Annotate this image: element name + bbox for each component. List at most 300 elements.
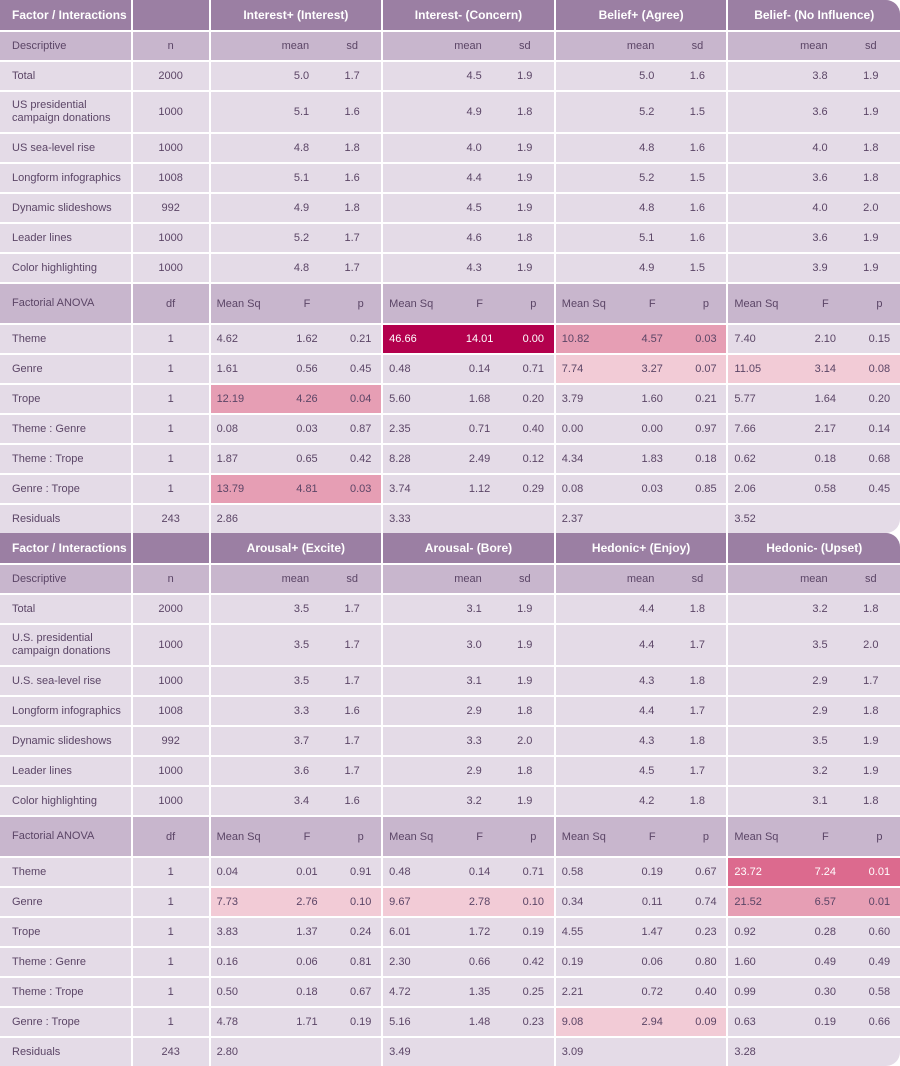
p-value: 0.00 bbox=[522, 333, 545, 345]
df-value: 1 bbox=[133, 978, 209, 1006]
mean-value: 3.5 bbox=[812, 639, 828, 651]
mean-value: 4.9 bbox=[293, 202, 310, 214]
anova-values bbox=[556, 1038, 727, 1066]
f-value: 1.48 bbox=[468, 1016, 491, 1028]
mean-sq-value: 9.08 bbox=[561, 1016, 584, 1028]
p-value: 0.15 bbox=[868, 333, 891, 345]
mean-header: mean bbox=[626, 40, 655, 52]
mean-value: 2.9 bbox=[812, 705, 828, 717]
descriptive-row bbox=[0, 224, 900, 252]
mean-sq-value: 2.86 bbox=[216, 513, 238, 525]
anova-values bbox=[383, 1038, 554, 1066]
descriptive-values bbox=[211, 595, 382, 623]
sd-value: 1.8 bbox=[344, 142, 360, 154]
anova-values bbox=[728, 978, 900, 1006]
descriptive-subheader bbox=[383, 32, 554, 60]
f-value: 1.60 bbox=[641, 393, 663, 405]
mean-sq-value: 2.37 bbox=[561, 513, 584, 525]
mean-sq-header: Mean Sq bbox=[389, 830, 434, 843]
df-value: 1 bbox=[133, 888, 209, 916]
f-value: 1.12 bbox=[468, 483, 491, 495]
mean-sq-value: 0.08 bbox=[561, 483, 584, 495]
group-header: Belief- (No Influence) bbox=[728, 0, 900, 30]
f-value: 0.58 bbox=[814, 483, 837, 495]
anova-values bbox=[211, 415, 382, 443]
descriptive-values bbox=[211, 62, 382, 90]
sd-value: 1.7 bbox=[344, 675, 360, 687]
f-value: 0.56 bbox=[296, 363, 318, 375]
f-header: F bbox=[303, 297, 311, 310]
mean-sq-value: 0.92 bbox=[734, 926, 756, 938]
anova-label: Factorial ANOVA bbox=[0, 817, 131, 856]
mean-value: 4.9 bbox=[639, 262, 655, 274]
mean-value: 2.9 bbox=[466, 705, 482, 717]
f-value: 1.62 bbox=[296, 333, 318, 345]
anova-values bbox=[383, 978, 554, 1006]
mean-sq-value: 10.82 bbox=[561, 333, 590, 345]
anova-row bbox=[0, 355, 900, 383]
group-header: Hedonic- (Upset) bbox=[728, 533, 900, 563]
anova-values bbox=[728, 505, 900, 533]
anova-values bbox=[383, 1008, 554, 1036]
descriptive-row bbox=[0, 92, 900, 132]
sd-header: sd bbox=[865, 40, 877, 52]
p-value: 0.68 bbox=[868, 453, 891, 465]
descriptive-values bbox=[383, 224, 554, 252]
anova-subheader bbox=[211, 817, 382, 856]
mean-sq-value: 23.72 bbox=[734, 866, 762, 878]
mean-sq-value: 4.62 bbox=[216, 333, 238, 345]
n-value: 1000 bbox=[133, 757, 209, 785]
anova-values bbox=[728, 918, 900, 946]
mean-sq-value: 9.67 bbox=[389, 896, 411, 908]
f-value: 2.76 bbox=[296, 896, 318, 908]
p-value: 0.85 bbox=[695, 483, 717, 495]
p-value bbox=[334, 505, 387, 533]
mean-value: 3.6 bbox=[812, 172, 828, 184]
sd-value: 1.9 bbox=[863, 735, 879, 747]
p-value: 0.18 bbox=[695, 453, 717, 465]
mean-value: 3.1 bbox=[466, 675, 482, 687]
descriptive-values bbox=[383, 164, 554, 192]
mean-sq-header: Mean Sq bbox=[216, 297, 261, 310]
descriptive-values bbox=[728, 254, 900, 282]
sd-value: 1.7 bbox=[689, 639, 706, 651]
descriptive-values bbox=[728, 134, 900, 162]
sd-value: 1.6 bbox=[689, 142, 706, 154]
mean-value: 4.8 bbox=[293, 262, 310, 274]
mean-sq-value: 3.09 bbox=[561, 1046, 584, 1058]
anova-values bbox=[728, 325, 900, 353]
p-value: 0.07 bbox=[695, 363, 717, 375]
descriptive-row bbox=[0, 727, 900, 755]
mean-sq-value: 12.19 bbox=[216, 393, 245, 405]
f-header: F bbox=[821, 830, 829, 843]
factor-label: Trope bbox=[0, 918, 131, 946]
anova-row bbox=[0, 415, 900, 443]
descriptive-values bbox=[556, 787, 727, 815]
mean-header: mean bbox=[800, 573, 828, 585]
p-value: 0.04 bbox=[350, 393, 372, 405]
descriptive-values bbox=[556, 625, 727, 665]
descriptive-values bbox=[728, 625, 900, 665]
factor-label: Theme bbox=[0, 858, 131, 886]
n-value: 2000 bbox=[133, 62, 209, 90]
factor-label: Residuals bbox=[0, 1038, 131, 1066]
anova-values bbox=[728, 355, 900, 383]
mean-sq-header: Mean Sq bbox=[216, 830, 261, 843]
mean-value: 3.3 bbox=[293, 705, 310, 717]
p-value: 0.24 bbox=[350, 926, 372, 938]
sd-value: 1.8 bbox=[863, 795, 879, 807]
factor-label: Theme : Trope bbox=[0, 445, 131, 473]
sd-value: 1.9 bbox=[517, 172, 533, 184]
mean-value: 3.2 bbox=[812, 765, 828, 777]
f-header: F bbox=[303, 830, 311, 843]
p-value: 0.23 bbox=[695, 926, 717, 938]
mean-header: mean bbox=[454, 40, 482, 52]
mean-sq-value: 0.16 bbox=[216, 956, 238, 968]
row-label: Color highlighting bbox=[0, 254, 131, 282]
sd-value: 1.9 bbox=[863, 232, 879, 244]
df-value: 1 bbox=[133, 325, 209, 353]
mean-sq-value: 1.60 bbox=[734, 956, 756, 968]
sd-value: 1.8 bbox=[517, 765, 533, 777]
anova-values bbox=[556, 355, 727, 383]
descriptive-subheader bbox=[211, 565, 382, 593]
descriptive-row bbox=[0, 697, 900, 725]
sd-value: 1.5 bbox=[689, 172, 706, 184]
mean-sq-header: Mean Sq bbox=[561, 830, 606, 843]
descriptive-values bbox=[383, 254, 554, 282]
mean-sq-value: 2.80 bbox=[216, 1046, 238, 1058]
anova-values bbox=[556, 325, 727, 353]
group-header-row bbox=[0, 533, 900, 563]
mean-value: 5.1 bbox=[293, 106, 310, 118]
sd-header: sd bbox=[346, 40, 358, 52]
sd-value: 1.8 bbox=[517, 106, 533, 118]
descriptive-values bbox=[556, 62, 727, 90]
p-value: 0.14 bbox=[868, 423, 891, 435]
anova-values bbox=[728, 948, 900, 976]
df-value: 1 bbox=[133, 355, 209, 383]
descriptive-values bbox=[211, 625, 382, 665]
sd-value: 1.8 bbox=[517, 232, 533, 244]
descriptive-row bbox=[0, 787, 900, 815]
corner-label: Factor / Interactions bbox=[0, 0, 131, 30]
corner-spacer bbox=[133, 0, 209, 30]
mean-value: 3.6 bbox=[293, 765, 310, 777]
sd-value: 1.9 bbox=[517, 70, 533, 82]
mean-value: 4.4 bbox=[639, 603, 655, 615]
descriptive-values bbox=[383, 62, 554, 90]
p-value: 0.21 bbox=[695, 393, 717, 405]
descriptive-values bbox=[556, 254, 727, 282]
anova-values bbox=[383, 355, 554, 383]
mean-sq-value: 3.83 bbox=[216, 926, 238, 938]
descriptive-subheader bbox=[728, 32, 900, 60]
df-value: 1 bbox=[133, 858, 209, 886]
mean-sq-value: 0.08 bbox=[216, 423, 238, 435]
row-label: US sea-level rise bbox=[0, 134, 131, 162]
mean-value: 3.3 bbox=[466, 735, 482, 747]
mean-value: 4.5 bbox=[466, 202, 482, 214]
group-header: Arousal+ (Excite) bbox=[211, 533, 382, 563]
factor-label: Trope bbox=[0, 385, 131, 413]
descriptive-values bbox=[556, 595, 727, 623]
anova-values bbox=[383, 948, 554, 976]
mean-value: 2.9 bbox=[466, 765, 482, 777]
factor-label: Genre : Trope bbox=[0, 475, 131, 503]
f-value: 0.71 bbox=[468, 423, 491, 435]
mean-sq-value: 13.79 bbox=[216, 483, 245, 495]
mean-value: 4.8 bbox=[293, 142, 310, 154]
mean-value: 4.0 bbox=[812, 142, 828, 154]
mean-sq-value: 3.28 bbox=[734, 1046, 756, 1058]
corner-label: Factor / Interactions bbox=[0, 533, 131, 563]
descriptive-values bbox=[383, 625, 554, 665]
anova-values bbox=[211, 475, 382, 503]
mean-header: mean bbox=[281, 573, 310, 585]
p-value: 0.29 bbox=[522, 483, 545, 495]
p-value: 0.67 bbox=[695, 866, 717, 878]
sd-value: 1.7 bbox=[344, 262, 360, 274]
anova-values bbox=[211, 948, 382, 976]
f-value bbox=[280, 1038, 335, 1066]
mean-sq-value: 0.50 bbox=[216, 986, 238, 998]
mean-sq-value: 4.78 bbox=[216, 1016, 238, 1028]
descriptive-subheader bbox=[556, 565, 727, 593]
f-value: 1.64 bbox=[814, 393, 837, 405]
descriptive-values bbox=[211, 254, 382, 282]
sd-value: 2.0 bbox=[517, 735, 533, 747]
anova-subheader bbox=[556, 817, 727, 856]
factor-label: Genre bbox=[0, 355, 131, 383]
anova-row bbox=[0, 888, 900, 916]
sd-value: 1.7 bbox=[344, 639, 360, 651]
mean-sq-value: 0.04 bbox=[216, 866, 238, 878]
mean-value: 5.2 bbox=[639, 172, 655, 184]
sd-value: 1.7 bbox=[344, 70, 360, 82]
p-value: 0.71 bbox=[522, 363, 545, 375]
mean-sq-value: 0.62 bbox=[734, 453, 756, 465]
mean-sq-value: 7.66 bbox=[734, 423, 756, 435]
mean-sq-value: 1.87 bbox=[216, 453, 238, 465]
descriptive-values bbox=[556, 697, 727, 725]
p-value: 0.91 bbox=[350, 866, 372, 878]
row-label: Dynamic slideshows bbox=[0, 194, 131, 222]
anova-subheader bbox=[728, 817, 900, 856]
sd-value: 1.8 bbox=[863, 705, 879, 717]
sd-value: 1.8 bbox=[863, 172, 879, 184]
anova-values bbox=[728, 1008, 900, 1036]
f-value bbox=[452, 505, 507, 533]
anova-subheader bbox=[556, 284, 727, 323]
anova-values bbox=[211, 385, 382, 413]
mean-sq-header: Mean Sq bbox=[734, 297, 779, 310]
sd-value: 2.0 bbox=[863, 202, 879, 214]
f-value: 7.24 bbox=[814, 866, 837, 878]
anova-subheader bbox=[211, 284, 382, 323]
factor-label: Theme : Trope bbox=[0, 978, 131, 1006]
descriptive-row bbox=[0, 254, 900, 282]
sd-value: 1.9 bbox=[863, 70, 879, 82]
sd-value: 1.5 bbox=[689, 106, 706, 118]
p-header: p bbox=[876, 830, 883, 843]
f-value: 4.81 bbox=[296, 483, 318, 495]
f-value: 0.30 bbox=[814, 986, 837, 998]
descriptive-row bbox=[0, 134, 900, 162]
anova-values bbox=[556, 888, 727, 916]
descriptive-row bbox=[0, 757, 900, 785]
mean-sq-value: 1.61 bbox=[216, 363, 238, 375]
p-value: 0.20 bbox=[868, 393, 891, 405]
n-value: 1000 bbox=[133, 787, 209, 815]
descriptive-subheader bbox=[383, 565, 554, 593]
f-header: F bbox=[476, 297, 483, 310]
mean-sq-value: 6.01 bbox=[389, 926, 411, 938]
f-value: 2.94 bbox=[641, 1016, 663, 1028]
descriptive-values bbox=[728, 595, 900, 623]
f-value: 0.03 bbox=[641, 483, 663, 495]
p-value: 0.03 bbox=[350, 483, 372, 495]
mean-value: 4.5 bbox=[466, 70, 482, 82]
group-header: Interest+ (Interest) bbox=[211, 0, 382, 30]
mean-value: 3.5 bbox=[293, 675, 310, 687]
descriptive-values bbox=[728, 62, 900, 90]
f-value: 0.14 bbox=[468, 363, 491, 375]
sd-value: 1.6 bbox=[689, 70, 706, 82]
descriptive-subheader bbox=[211, 32, 382, 60]
descriptive-values bbox=[211, 164, 382, 192]
anova-values bbox=[728, 415, 900, 443]
f-value: 0.06 bbox=[296, 956, 318, 968]
descriptive-label: Descriptive bbox=[0, 32, 131, 60]
p-header: p bbox=[876, 297, 883, 310]
sd-value: 1.9 bbox=[517, 262, 533, 274]
p-header: p bbox=[357, 297, 364, 310]
mean-value: 4.3 bbox=[639, 735, 655, 747]
p-header: p bbox=[357, 830, 364, 843]
anova-row bbox=[0, 948, 900, 976]
mean-value: 4.0 bbox=[812, 202, 828, 214]
sd-value: 1.7 bbox=[344, 603, 360, 615]
sd-value: 1.7 bbox=[689, 705, 706, 717]
mean-sq-value: 4.72 bbox=[389, 986, 411, 998]
group-header: Belief+ (Agree) bbox=[556, 0, 727, 30]
row-label: U.S. sea-level rise bbox=[0, 667, 131, 695]
mean-value: 4.6 bbox=[466, 232, 482, 244]
sd-value: 1.6 bbox=[344, 705, 360, 717]
mean-sq-value: 4.55 bbox=[561, 926, 584, 938]
anova-values bbox=[556, 918, 727, 946]
descriptive-values bbox=[728, 224, 900, 252]
descriptive-row bbox=[0, 625, 900, 665]
n-value: 1000 bbox=[133, 224, 209, 252]
f-value: 0.06 bbox=[641, 956, 663, 968]
p-value: 0.10 bbox=[522, 896, 545, 908]
p-value: 0.40 bbox=[695, 986, 717, 998]
descriptive-values bbox=[556, 164, 727, 192]
anova-values bbox=[211, 355, 382, 383]
f-value: 3.27 bbox=[641, 363, 663, 375]
df-value: 243 bbox=[133, 1038, 209, 1066]
descriptive-values bbox=[383, 787, 554, 815]
descriptive-values bbox=[383, 595, 554, 623]
f-value bbox=[798, 1038, 853, 1066]
mean-sq-value: 2.30 bbox=[389, 956, 411, 968]
f-value: 0.49 bbox=[814, 956, 837, 968]
f-value bbox=[798, 505, 853, 533]
anova-values bbox=[211, 1008, 382, 1036]
mean-value: 4.4 bbox=[466, 172, 482, 184]
anova-values bbox=[211, 1038, 382, 1066]
f-value: 2.10 bbox=[814, 333, 837, 345]
p-value: 0.23 bbox=[522, 1016, 545, 1028]
p-value: 0.40 bbox=[522, 423, 545, 435]
df-value: 1 bbox=[133, 918, 209, 946]
mean-sq-value: 7.40 bbox=[734, 333, 756, 345]
descriptive-row bbox=[0, 194, 900, 222]
mean-header: mean bbox=[454, 573, 482, 585]
mean-sq-value: 0.63 bbox=[734, 1016, 756, 1028]
n-value: 2000 bbox=[133, 595, 209, 623]
anova-row bbox=[0, 505, 900, 533]
p-value: 0.66 bbox=[868, 1016, 891, 1028]
mean-value: 4.0 bbox=[466, 142, 482, 154]
sd-header: sd bbox=[346, 573, 358, 585]
f-value bbox=[280, 505, 335, 533]
sd-value: 1.9 bbox=[863, 765, 879, 777]
sd-header: sd bbox=[865, 573, 877, 585]
f-value: 1.47 bbox=[641, 926, 663, 938]
f-value: 0.01 bbox=[296, 866, 318, 878]
mean-sq-value: 7.73 bbox=[216, 896, 238, 908]
mean-value: 4.8 bbox=[639, 142, 655, 154]
p-header: p bbox=[530, 830, 537, 843]
mean-value: 3.0 bbox=[466, 639, 482, 651]
f-value: 0.00 bbox=[641, 423, 663, 435]
f-value: 0.14 bbox=[468, 866, 491, 878]
anova-values bbox=[383, 325, 554, 353]
descriptive-values bbox=[211, 134, 382, 162]
sd-value: 1.8 bbox=[689, 603, 706, 615]
sd-value: 1.7 bbox=[344, 735, 360, 747]
descriptive-row bbox=[0, 595, 900, 623]
mean-sq-value: 5.60 bbox=[389, 393, 411, 405]
group-header: Interest- (Concern) bbox=[383, 0, 554, 30]
row-label: Total bbox=[0, 62, 131, 90]
row-label: Leader lines bbox=[0, 224, 131, 252]
descriptive-values bbox=[556, 194, 727, 222]
p-value: 0.60 bbox=[868, 926, 891, 938]
sd-value: 1.8 bbox=[689, 675, 706, 687]
mean-value: 4.3 bbox=[639, 675, 655, 687]
sd-value: 1.8 bbox=[863, 142, 879, 154]
mean-value: 4.2 bbox=[639, 795, 655, 807]
mean-value: 3.5 bbox=[293, 639, 310, 651]
anova-values bbox=[383, 505, 554, 533]
descriptive-values bbox=[556, 92, 727, 132]
p-value: 0.21 bbox=[350, 333, 372, 345]
group-header: Hedonic+ (Enjoy) bbox=[556, 533, 727, 563]
sd-value: 1.7 bbox=[863, 675, 879, 687]
f-value: 0.18 bbox=[296, 986, 318, 998]
n-value: 1000 bbox=[133, 254, 209, 282]
descriptive-values bbox=[211, 224, 382, 252]
sd-value: 1.7 bbox=[689, 765, 706, 777]
factor-label: Theme : Genre bbox=[0, 948, 131, 976]
